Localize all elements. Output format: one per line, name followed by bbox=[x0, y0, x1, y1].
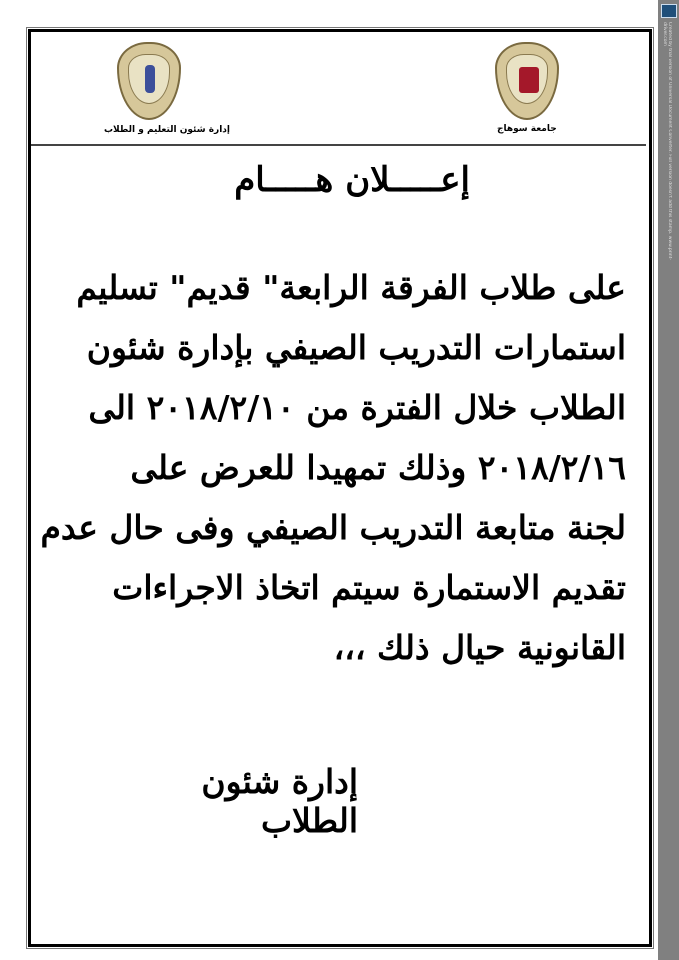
signature: إدارة شئون الطلاب bbox=[201, 762, 358, 840]
converter-logo-icon bbox=[661, 4, 677, 18]
left-header-caption: إدارة شئون التعليم و الطلاب bbox=[104, 125, 230, 135]
header-divider bbox=[31, 144, 646, 146]
body-line: استمارات التدريب الصيفي بإدارة شئون bbox=[86, 328, 626, 367]
body-line: القانونية حيال ذلك ،،، bbox=[333, 628, 626, 667]
body-line: ٢٠١٨/٢/١٦ وذلك تمهيدا للعرض على bbox=[130, 448, 626, 487]
body-line: لجنة متابعة التدريب الصيفي وفى حال عدم bbox=[40, 508, 626, 547]
converter-watermark-strip bbox=[658, 0, 679, 960]
body-line: الطلاب خلال الفترة من ٢٠١٨/٢/١٠ الى bbox=[88, 388, 626, 427]
right-header-caption: جامعة سوهاج bbox=[497, 124, 557, 134]
announcement-title: إعـــــلان هـــــام bbox=[234, 160, 470, 200]
watermark-text: Created by trial version of Universal Document Converter. Full version doesn't add this stamp. www.print-driver.com bbox=[662, 22, 672, 261]
announcement-body bbox=[40, 258, 626, 678]
body-line: على طلاب الفرقة الرابعة" قديم" تسليم bbox=[76, 268, 626, 307]
body-line: تقديم الاستمارة سيتم اتخاذ الاجراءات bbox=[112, 568, 626, 607]
